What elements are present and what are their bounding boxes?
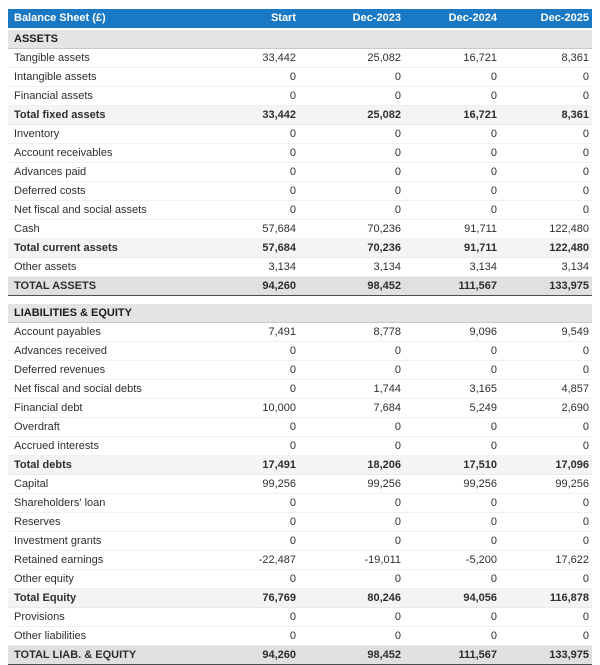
row-label: Accrued interests <box>8 437 207 456</box>
table-row <box>8 551 592 570</box>
cell-value: 0 <box>500 418 592 437</box>
row-label: Net fiscal and social debts <box>8 380 207 399</box>
cell-value: -22,487 <box>207 551 299 570</box>
column-header-dec-2025: Dec-2025 <box>500 9 592 29</box>
table-row <box>8 49 592 68</box>
cell-value: 99,256 <box>299 475 404 494</box>
row-label: Other assets <box>8 258 207 277</box>
cell-value: 0 <box>404 627 500 646</box>
table-row <box>8 399 592 418</box>
cell-value: 57,684 <box>207 220 299 239</box>
cell-value: 0 <box>404 532 500 551</box>
row-label: Total fixed assets <box>8 106 207 125</box>
table-row <box>8 627 592 646</box>
table-row <box>8 456 592 475</box>
table-row <box>8 342 592 361</box>
cell-value: -5,200 <box>404 551 500 570</box>
cell-value: 0 <box>404 437 500 456</box>
cell-value: -19,011 <box>299 551 404 570</box>
cell-value: 0 <box>299 201 404 220</box>
cell-value: 1,744 <box>299 380 404 399</box>
row-label: Financial assets <box>8 87 207 106</box>
row-label: Other liabilities <box>8 627 207 646</box>
cell-value: 0 <box>299 513 404 532</box>
cell-value: 3,134 <box>404 258 500 277</box>
cell-value: 7,684 <box>299 399 404 418</box>
cell-value: 0 <box>299 68 404 87</box>
table-row <box>8 106 592 125</box>
row-label: Financial debt <box>8 399 207 418</box>
cell-value: 0 <box>207 437 299 456</box>
cell-value: 91,711 <box>404 220 500 239</box>
cell-value: 99,256 <box>207 475 299 494</box>
row-label: Other equity <box>8 570 207 589</box>
cell-value: 0 <box>500 513 592 532</box>
cell-value: 17,622 <box>500 551 592 570</box>
row-label: Net fiscal and social assets <box>8 201 207 220</box>
row-label: Total debts <box>8 456 207 475</box>
row-label: Retained earnings <box>8 551 207 570</box>
row-label: TOTAL ASSETS <box>8 277 207 296</box>
cell-value: 8,361 <box>500 49 592 68</box>
cell-value: 25,082 <box>299 106 404 125</box>
cell-value: 18,206 <box>299 456 404 475</box>
cell-value: 111,567 <box>404 277 500 296</box>
table-row <box>8 418 592 437</box>
table-row <box>8 361 592 380</box>
cell-value: 0 <box>207 87 299 106</box>
cell-value: 94,056 <box>404 589 500 608</box>
table-row <box>8 646 592 665</box>
cell-value: 0 <box>404 361 500 380</box>
cell-value: 16,721 <box>404 106 500 125</box>
cell-value: 0 <box>404 87 500 106</box>
table-row <box>8 532 592 551</box>
table-row <box>8 277 592 296</box>
cell-value: 99,256 <box>500 475 592 494</box>
table-row <box>8 239 592 258</box>
cell-value: 0 <box>207 513 299 532</box>
cell-value: 70,236 <box>299 239 404 258</box>
table-row <box>8 513 592 532</box>
cell-value: 0 <box>207 68 299 87</box>
balance-sheet-table-container <box>8 9 592 665</box>
cell-value: 0 <box>500 125 592 144</box>
cell-value: 33,442 <box>207 106 299 125</box>
cell-value: 3,134 <box>299 258 404 277</box>
cell-value: 8,778 <box>299 323 404 342</box>
cell-value: 133,975 <box>500 646 592 665</box>
cell-value: 2,690 <box>500 399 592 418</box>
table-row <box>8 494 592 513</box>
cell-value: 0 <box>404 125 500 144</box>
cell-value: 99,256 <box>404 475 500 494</box>
cell-value: 0 <box>500 342 592 361</box>
cell-value: 116,878 <box>500 589 592 608</box>
cell-value: 0 <box>299 437 404 456</box>
cell-value: 76,769 <box>207 589 299 608</box>
table-row <box>8 380 592 399</box>
cell-value: 0 <box>299 87 404 106</box>
cell-value: 0 <box>299 418 404 437</box>
cell-value: 0 <box>500 144 592 163</box>
cell-value: 0 <box>404 201 500 220</box>
column-header-dec-2024: Dec-2024 <box>404 9 500 29</box>
cell-value: 0 <box>207 532 299 551</box>
cell-value: 8,361 <box>500 106 592 125</box>
cell-value: 0 <box>404 342 500 361</box>
cell-value: 0 <box>404 68 500 87</box>
cell-value: 0 <box>404 513 500 532</box>
table-row <box>8 144 592 163</box>
cell-value: 0 <box>404 163 500 182</box>
cell-value: 3,134 <box>500 258 592 277</box>
cell-value: 0 <box>500 68 592 87</box>
cell-value: 0 <box>500 532 592 551</box>
cell-value: 0 <box>404 494 500 513</box>
cell-value: 0 <box>500 627 592 646</box>
row-label: Deferred revenues <box>8 361 207 380</box>
table-row <box>8 258 592 277</box>
row-label: Intangible assets <box>8 68 207 87</box>
cell-value: 0 <box>299 182 404 201</box>
cell-value: 0 <box>207 361 299 380</box>
section-header-label: LIABILITIES & EQUITY <box>8 304 592 323</box>
cell-value: 4,857 <box>500 380 592 399</box>
table-row <box>8 475 592 494</box>
cell-value: 0 <box>207 182 299 201</box>
cell-value: 0 <box>299 570 404 589</box>
cell-value: 33,442 <box>207 49 299 68</box>
row-label: Total current assets <box>8 239 207 258</box>
cell-value: 0 <box>299 494 404 513</box>
cell-value: 0 <box>404 608 500 627</box>
row-label: Capital <box>8 475 207 494</box>
cell-value: 0 <box>299 125 404 144</box>
table-row <box>8 201 592 220</box>
cell-value: 0 <box>500 608 592 627</box>
cell-value: 0 <box>207 627 299 646</box>
row-label: Advances received <box>8 342 207 361</box>
table-row <box>8 589 592 608</box>
table-row <box>8 87 592 106</box>
cell-value: 0 <box>207 380 299 399</box>
row-label: Total Equity <box>8 589 207 608</box>
cell-value: 0 <box>500 437 592 456</box>
section-header-row <box>8 29 592 49</box>
cell-value: 98,452 <box>299 277 404 296</box>
section-header-label: ASSETS <box>8 29 592 49</box>
table-body <box>8 29 592 665</box>
balance-sheet-table <box>8 9 592 665</box>
cell-value: 0 <box>207 144 299 163</box>
cell-value: 0 <box>404 182 500 201</box>
cell-value: 122,480 <box>500 220 592 239</box>
cell-value: 0 <box>299 342 404 361</box>
section-spacer <box>8 296 592 305</box>
cell-value: 0 <box>500 87 592 106</box>
cell-value: 0 <box>500 201 592 220</box>
cell-value: 10,000 <box>207 399 299 418</box>
cell-value: 0 <box>500 361 592 380</box>
cell-value: 0 <box>299 627 404 646</box>
cell-value: 111,567 <box>404 646 500 665</box>
cell-value: 0 <box>500 163 592 182</box>
table-row <box>8 570 592 589</box>
row-label: Cash <box>8 220 207 239</box>
cell-value: 0 <box>500 570 592 589</box>
cell-value: 0 <box>207 125 299 144</box>
table-row <box>8 437 592 456</box>
cell-value: 3,134 <box>207 258 299 277</box>
column-header-start: Start <box>207 9 299 29</box>
cell-value: 98,452 <box>299 646 404 665</box>
cell-value: 7,491 <box>207 323 299 342</box>
section-header-row <box>8 304 592 323</box>
cell-value: 16,721 <box>404 49 500 68</box>
cell-value: 0 <box>207 494 299 513</box>
column-header-dec-2023: Dec-2023 <box>299 9 404 29</box>
table-row <box>8 220 592 239</box>
cell-value: 0 <box>207 608 299 627</box>
row-label: Shareholders' loan <box>8 494 207 513</box>
cell-value: 0 <box>404 144 500 163</box>
cell-value: 57,684 <box>207 239 299 258</box>
cell-value: 0 <box>207 342 299 361</box>
cell-value: 0 <box>299 163 404 182</box>
cell-value: 0 <box>299 608 404 627</box>
cell-value: 0 <box>404 418 500 437</box>
cell-value: 133,975 <box>500 277 592 296</box>
row-label: Account payables <box>8 323 207 342</box>
cell-value: 9,096 <box>404 323 500 342</box>
row-label: Account receivables <box>8 144 207 163</box>
cell-value: 80,246 <box>299 589 404 608</box>
row-label: TOTAL LIAB. & EQUITY <box>8 646 207 665</box>
table-row <box>8 182 592 201</box>
cell-value: 0 <box>500 494 592 513</box>
cell-value: 9,549 <box>500 323 592 342</box>
row-label: Reserves <box>8 513 207 532</box>
cell-value: 94,260 <box>207 646 299 665</box>
table-row <box>8 608 592 627</box>
cell-value: 91,711 <box>404 239 500 258</box>
cell-value: 5,249 <box>404 399 500 418</box>
cell-value: 0 <box>299 532 404 551</box>
table-row <box>8 323 592 342</box>
cell-value: 0 <box>299 144 404 163</box>
cell-value: 0 <box>500 182 592 201</box>
cell-value: 70,236 <box>299 220 404 239</box>
cell-value: 0 <box>207 201 299 220</box>
cell-value: 0 <box>299 361 404 380</box>
row-label: Inventory <box>8 125 207 144</box>
row-label: Deferred costs <box>8 182 207 201</box>
table-header-row <box>8 9 592 29</box>
cell-value: 0 <box>207 163 299 182</box>
row-label: Advances paid <box>8 163 207 182</box>
cell-value: 0 <box>207 418 299 437</box>
cell-value: 0 <box>404 570 500 589</box>
row-label: Investment grants <box>8 532 207 551</box>
cell-value: 17,096 <box>500 456 592 475</box>
cell-value: 94,260 <box>207 277 299 296</box>
row-label: Provisions <box>8 608 207 627</box>
cell-value: 122,480 <box>500 239 592 258</box>
cell-value: 3,165 <box>404 380 500 399</box>
table-row <box>8 125 592 144</box>
cell-value: 25,082 <box>299 49 404 68</box>
table-row <box>8 163 592 182</box>
row-label: Tangible assets <box>8 49 207 68</box>
cell-value: 0 <box>207 570 299 589</box>
table-row <box>8 68 592 87</box>
cell-value: 17,491 <box>207 456 299 475</box>
cell-value: 17,510 <box>404 456 500 475</box>
row-label: Overdraft <box>8 418 207 437</box>
table-title: Balance Sheet (£) <box>8 9 207 29</box>
